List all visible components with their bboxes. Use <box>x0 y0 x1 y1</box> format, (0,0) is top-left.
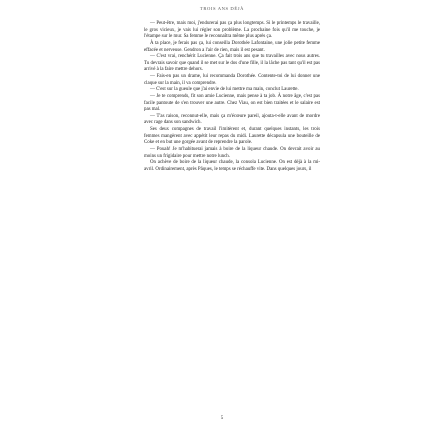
paragraph: — T'as raison, reconnut-elle, mais ça m'écœure pareil, ajouta-t-elle avant de mordre avec rage dans son sandwich. <box>144 113 320 126</box>
paragraph: — C'est vrai, renchérit Lucienne. Ça fait trois ans que tu travailles avec nous autres. Tu devrais savoir que quand il se met sur le dos d'une fille, il la lâche pas tant qu'il est pas arrivé à la faire mettre dehors. <box>144 54 320 73</box>
paragraph: — Je te comprends, fit son amie Lucienne, mais pense à ta job. À notre âge, c'est pas facile pantoute de s'en trouver une autre. Chez Viau, on est bien traitées et le salaire est pas mal. <box>144 93 320 113</box>
paragraph: — C'est sur la gueule que j'ai envie de lui mettre ma main, conclut Laurette. <box>150 87 299 93</box>
paragraph: On achève de boire de la liqueur chaude, la consola Lucienne. On est déjà à la mi-avril. Ordinairement, après Pâques, le temps se réchauffe vite. Dans quelques jours, il <box>144 160 320 172</box>
paragraph: — Pouah! Je m'habituerai jamais à boire de la liqueur chaude. On devrait avoir au moins un frigidaire pour mettre notre lunch. <box>144 146 320 159</box>
running-head: TROIS ANS DÉJÀ <box>199 6 245 11</box>
paragraph: À ta place, je ferais pas ça, lui conseilla Dorothée Lafontaine, une jolie petite femme effacée et nerveuse. Gendron a l'air de rien, mais il est pesant. <box>144 40 320 53</box>
page-number: 5 <box>220 416 224 421</box>
body-text <box>144 21 320 173</box>
paragraph: — Fais-en pas un drame, lui recommanda Dorothée. Contente-toi de lui donner une claque sur la main, il va comprendre. <box>144 74 320 86</box>
paragraph: Ses deux compagnes de travail l'imitèrent et, durant quelques instants, les trois femmes mangèrent avec appétit leur repas du midi. Laurette décapsula une bouteille de Coke et en but une gorgée avant de reprendre la parole. <box>144 127 320 146</box>
paragraph: — Peut-être, mais moi, j'endurerai pas ça plus longtemps. Si le printemps le travaille, le gros vicieux, je vais lui régler son problème. La prochaine fois qu'il me touche, je l'étampe sur le mur. Sa femme le reconnaîtra même plus après ça. <box>144 21 320 40</box>
